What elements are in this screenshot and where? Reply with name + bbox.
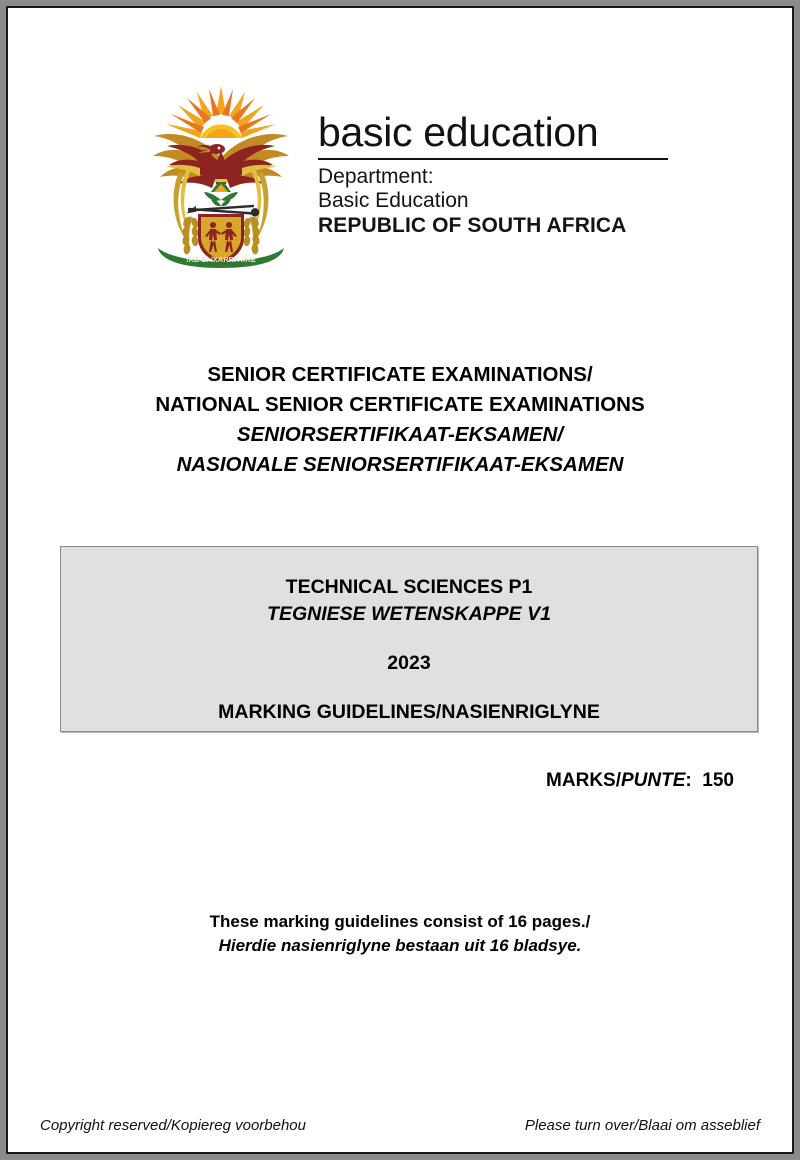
exam-header-line-4: NASIONALE SENIORSERTIFIKAAT-EKSAMEN bbox=[176, 452, 624, 476]
marks-label-en: MARKS/ bbox=[546, 770, 621, 791]
exam-header-line-2: NATIONAL SENIOR CERTIFICATE EXAMINATIONS bbox=[155, 392, 645, 416]
exam-header-line-3: SENIORSERTIFIKAAT-EKSAMEN/ bbox=[236, 422, 564, 446]
coat-of-arms-motto: !KE E: /XARRA //KE bbox=[186, 255, 256, 264]
footer-copyright: Copyright reserved/Kopiereg voorbehou bbox=[40, 1117, 306, 1134]
department-logo-header bbox=[140, 80, 668, 270]
page-inner-border bbox=[6, 6, 794, 1154]
document-type-af: NASIENRIGLYNE bbox=[441, 700, 600, 723]
brand-title: basic education bbox=[318, 109, 599, 155]
country-name: REPUBLIC OF SOUTH AFRICA bbox=[318, 213, 627, 237]
document-type bbox=[61, 699, 757, 726]
exam-header-line-1: SENIOR CERTIFICATE EXAMINATIONS/ bbox=[207, 363, 593, 386]
exam-year: 2023 bbox=[387, 651, 431, 674]
marks-label-af: PUNTE bbox=[621, 770, 686, 791]
subject-name-af: TEGNIESE WETENSKAPPE V1 bbox=[267, 602, 551, 625]
subject-name-en: TECHNICAL SCIENCES P1 bbox=[285, 576, 533, 598]
page-count-block bbox=[8, 910, 792, 958]
brand-underline-rule bbox=[318, 158, 668, 160]
page-footer bbox=[40, 1117, 760, 1134]
page-count-af: Hierdie nasienriglyne bestaan uit 16 bladsye. bbox=[218, 936, 582, 956]
marks-separator: : bbox=[685, 770, 692, 791]
subject-info-box bbox=[60, 546, 758, 732]
page-count-en: These marking guidelines consist of 16 pages./ bbox=[209, 912, 591, 931]
department-label: Department: bbox=[318, 165, 434, 188]
department-wordmark bbox=[318, 80, 668, 238]
marks-value: 150 bbox=[702, 770, 734, 791]
document-type-en: MARKING GUIDELINES/ bbox=[218, 700, 442, 723]
document-page bbox=[8, 8, 792, 1152]
exam-header-block bbox=[8, 360, 792, 480]
footer-turn-over: Please turn over/Blaai om asseblief bbox=[524, 1117, 760, 1134]
coat-of-arms-icon bbox=[140, 80, 302, 270]
department-name: Basic Education bbox=[318, 189, 469, 213]
total-marks-line bbox=[546, 770, 734, 792]
